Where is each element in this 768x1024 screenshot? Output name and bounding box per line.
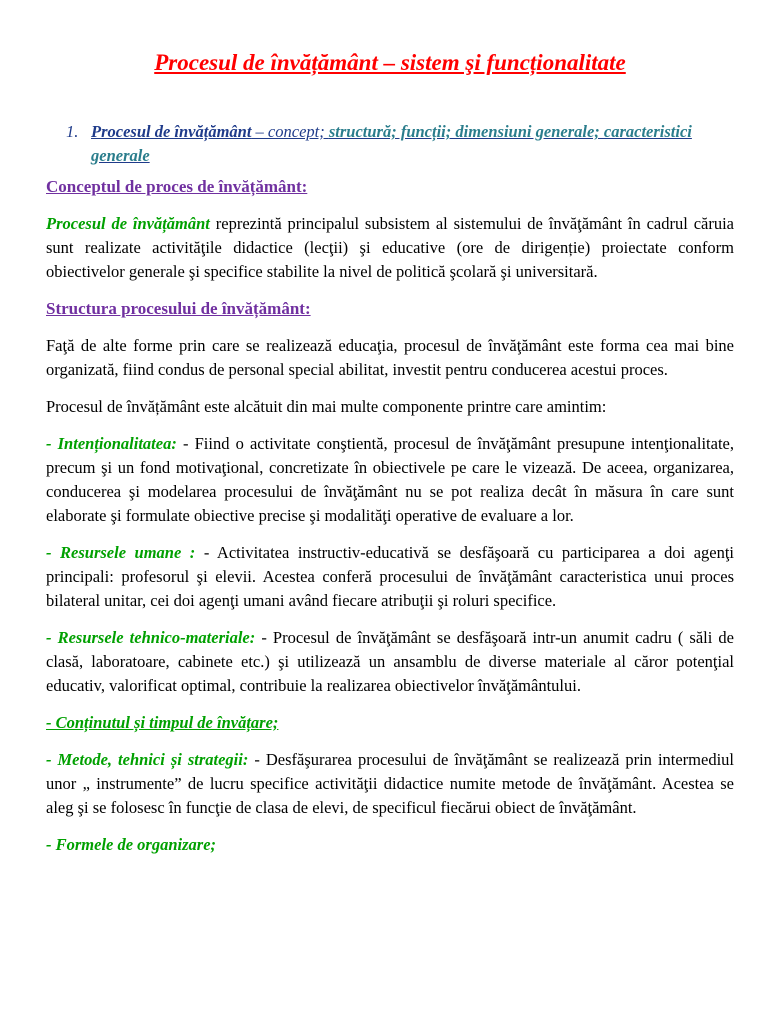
section-heading-concept: Conceptul de proces de învățământ: bbox=[46, 177, 308, 196]
toc-item bbox=[46, 120, 734, 168]
section-heading-structure: Structura procesului de învățământ: bbox=[46, 299, 311, 318]
component-text: - Procesul de învăţământ se desfăşoară intr-un anumit cadru ( săli de clasă, laboratoare, cabinete etc.) şi utilizează un ansamblu de diverse materiale al căror potenţial educativ, valorificat optimal, contribuie la realizarea obiectivelor învăţământului. bbox=[46, 628, 734, 695]
component-label: - Intenționalitatea: bbox=[46, 434, 177, 453]
component-label: - Conținutul și timpul de învățare; bbox=[46, 713, 279, 732]
component-label: - Resursele umane : bbox=[46, 543, 196, 562]
component-intentionality bbox=[46, 432, 734, 528]
concept-term: Procesul de învățământ bbox=[46, 214, 210, 233]
toc-item-topic: Procesul de învățământ bbox=[91, 122, 252, 141]
component-organization-forms bbox=[46, 833, 734, 857]
toc-item-rest-a: – concept; bbox=[251, 122, 329, 141]
component-text: - Desfăşurarea procesului de învăţământ se realizează prin intermediul unor „ instrumente” de lucru specifice activităţii didactice numite metode de învăţământ. Acestea se aleg şi se folosesc în funcţie de clasa de elevi, de specificul fiecărui obiect de învăţământ. bbox=[46, 750, 735, 817]
structure-paragraph-2: Procesul de învățământ este alcătuit din mai multe componente printre care amintim: bbox=[46, 397, 607, 416]
component-human-resources bbox=[46, 541, 734, 613]
document-title: Procesul de învățământ – sistem şi funcționalitate bbox=[154, 50, 626, 75]
component-label: - Metode, tehnici și strategii: bbox=[46, 750, 249, 769]
component-material-resources bbox=[46, 626, 734, 698]
toc-item-text bbox=[91, 120, 734, 168]
component-content-time bbox=[46, 711, 734, 735]
component-label: - Resursele tehnico-materiale: bbox=[46, 628, 256, 647]
toc-list bbox=[46, 120, 734, 168]
toc-item-number: 1. bbox=[66, 122, 79, 141]
concept-text: reprezintă principalul subsistem al sistemului de învăţământ în cadrul căruia sunt realizate activităţile didactice (lecţii) şi educative (ore de dirigenție) proiectate conform obiectivelor generale şi specifice stabilite la nivel de politică şcolară şi universitară. bbox=[46, 214, 734, 281]
structure-paragraph-1: Faţă de alte forme prin care se realizează educaţia, procesul de învăţământ este forma cea mai bine organizată, fiind condus de personal special abilitat, investit pentru conducerea acestui proces. bbox=[46, 336, 734, 379]
component-label: - Formele de organizare; bbox=[46, 835, 217, 854]
component-text: - Fiind o activitate conştientă, procesul de învăţământ presupune intenţionalitate, precum şi un fond motivaţional, concretizate în obiectivele pe care le vizează. De aceea, organizarea, conducerea şi modelarea procesului de învăţământ nu se pot realiza decât în măsura în care sunt elaborate şi formulate obiective precise şi modalităţi operative de evaluare a lor. bbox=[46, 434, 734, 525]
toc-item-rest-b: structură; funcții; dimensiuni generale; caracteristici generale bbox=[91, 122, 692, 165]
component-methods bbox=[46, 748, 734, 820]
concept-paragraph bbox=[46, 212, 734, 284]
component-text: - Activitatea instructiv-educativă se desfăşoară cu participarea a doi agenţi principali: profesorul şi elevii. Acestea conferă procesului de învăţământ caracteristica unui proces bilateral unitar, cei doi agenţi umani având fiecare atribuţii şi roluri specifice. bbox=[46, 543, 735, 610]
